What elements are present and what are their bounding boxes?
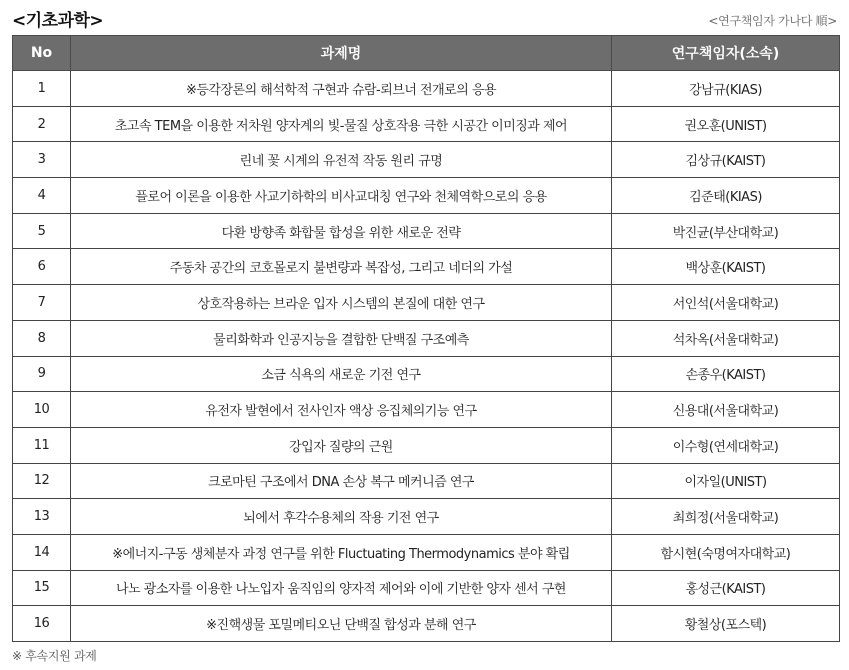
table-row [13, 534, 840, 570]
column-header-no: No [13, 36, 71, 71]
cell-no: 7 [13, 285, 71, 321]
table-row [13, 427, 840, 463]
cell-no: 5 [13, 213, 71, 249]
cell-pi: 김상규(KAIST) [612, 142, 840, 178]
sort-note: <연구책임자 가나다 順> [708, 14, 837, 28]
cell-no: 12 [13, 463, 71, 499]
cell-pi: 강남규(KIAS) [612, 71, 840, 107]
cell-no: 11 [13, 427, 71, 463]
cell-no: 14 [13, 534, 71, 570]
table-row [13, 71, 840, 107]
column-header-pi: 연구책임자(소속) [612, 36, 840, 71]
cell-title: 상호작용하는 브라운 입자 시스템의 본질에 대한 연구 [71, 285, 612, 321]
cell-title: 주동차 공간의 코호몰로지 불변량과 복잡성, 그리고 네더의 가설 [71, 249, 612, 285]
cell-title: 강입자 질량의 근원 [71, 427, 612, 463]
cell-title: 물리화학과 인공지능을 결합한 단백질 구조예측 [71, 320, 612, 356]
cell-title: ※에너지-구동 생체분자 과정 연구를 위한 Fluctuating Thermodynamics 분야 확립 [71, 534, 612, 570]
table-row [13, 356, 840, 392]
cell-no: 2 [13, 106, 71, 142]
cell-no: 8 [13, 320, 71, 356]
cell-pi: 이자일(UNIST) [612, 463, 840, 499]
section-title: <기초과학> [12, 11, 104, 31]
cell-no: 6 [13, 249, 71, 285]
cell-pi: 김준태(KIAS) [612, 178, 840, 214]
cell-title: 초고속 TEM을 이용한 저차원 양자계의 빛-물질 상호작용 극한 시공간 이미징과 제어 [71, 106, 612, 142]
cell-pi: 권오훈(UNIST) [612, 106, 840, 142]
cell-pi: 황철상(포스텍) [612, 606, 840, 642]
cell-pi: 석차옥(서울대학교) [612, 320, 840, 356]
cell-no: 10 [13, 392, 71, 428]
cell-title: ※등각장론의 해석학적 구현과 슈람-뢰브너 전개로의 응용 [71, 71, 612, 107]
table-body [13, 71, 840, 642]
cell-pi: 홍성근(KAIST) [612, 570, 840, 606]
cell-title: 나노 광소자를 이용한 나노입자 움직임의 양자적 제어와 이에 기반한 양자 센서 구현 [71, 570, 612, 606]
cell-pi: 백상훈(KAIST) [612, 249, 840, 285]
cell-pi: 최희정(서울대학교) [612, 499, 840, 535]
cell-no: 13 [13, 499, 71, 535]
table-row [13, 570, 840, 606]
table-row [13, 142, 840, 178]
cell-pi: 서인석(서울대학교) [612, 285, 840, 321]
cell-pi: 손종우(KAIST) [612, 356, 840, 392]
cell-no: 15 [13, 570, 71, 606]
table-row [13, 320, 840, 356]
cell-title: 플로어 이론을 이용한 사교기하학의 비사교대칭 연구와 천체역학으로의 응용 [71, 178, 612, 214]
cell-no: 16 [13, 606, 71, 642]
cell-title: 린네 꽃 시계의 유전적 작동 원리 규명 [71, 142, 612, 178]
cell-no: 9 [13, 356, 71, 392]
table-header-row [13, 36, 840, 71]
table-row [13, 463, 840, 499]
section-header [12, 4, 837, 32]
cell-title: 크로마틴 구조에서 DNA 손상 복구 메커니즘 연구 [71, 463, 612, 499]
table-row [13, 392, 840, 428]
table-row [13, 606, 840, 642]
table-row [13, 499, 840, 535]
cell-title: 뇌에서 후각수용체의 작용 기전 연구 [71, 499, 612, 535]
table-row [13, 249, 840, 285]
project-table [12, 35, 840, 642]
cell-title: ※진핵생물 포밀메티오닌 단백질 합성과 분해 연구 [71, 606, 612, 642]
footnote: ※ 후속지원 과제 [12, 649, 97, 663]
cell-title: 유전자 발현에서 전사인자 액상 응집체의기능 연구 [71, 392, 612, 428]
cell-pi: 신용대(서울대학교) [612, 392, 840, 428]
cell-pi: 박진균(부산대학교) [612, 213, 840, 249]
cell-no: 4 [13, 178, 71, 214]
cell-pi: 이수형(연세대학교) [612, 427, 840, 463]
column-header-title: 과제명 [71, 36, 612, 71]
cell-no: 1 [13, 71, 71, 107]
cell-pi: 함시현(숙명여자대학교) [612, 534, 840, 570]
table-row [13, 106, 840, 142]
cell-title: 다환 방향족 화합물 합성을 위한 새로운 전략 [71, 213, 612, 249]
cell-title: 소금 식욕의 새로운 기전 연구 [71, 356, 612, 392]
table-row [13, 285, 840, 321]
table-row [13, 213, 840, 249]
table-row [13, 178, 840, 214]
cell-no: 3 [13, 142, 71, 178]
